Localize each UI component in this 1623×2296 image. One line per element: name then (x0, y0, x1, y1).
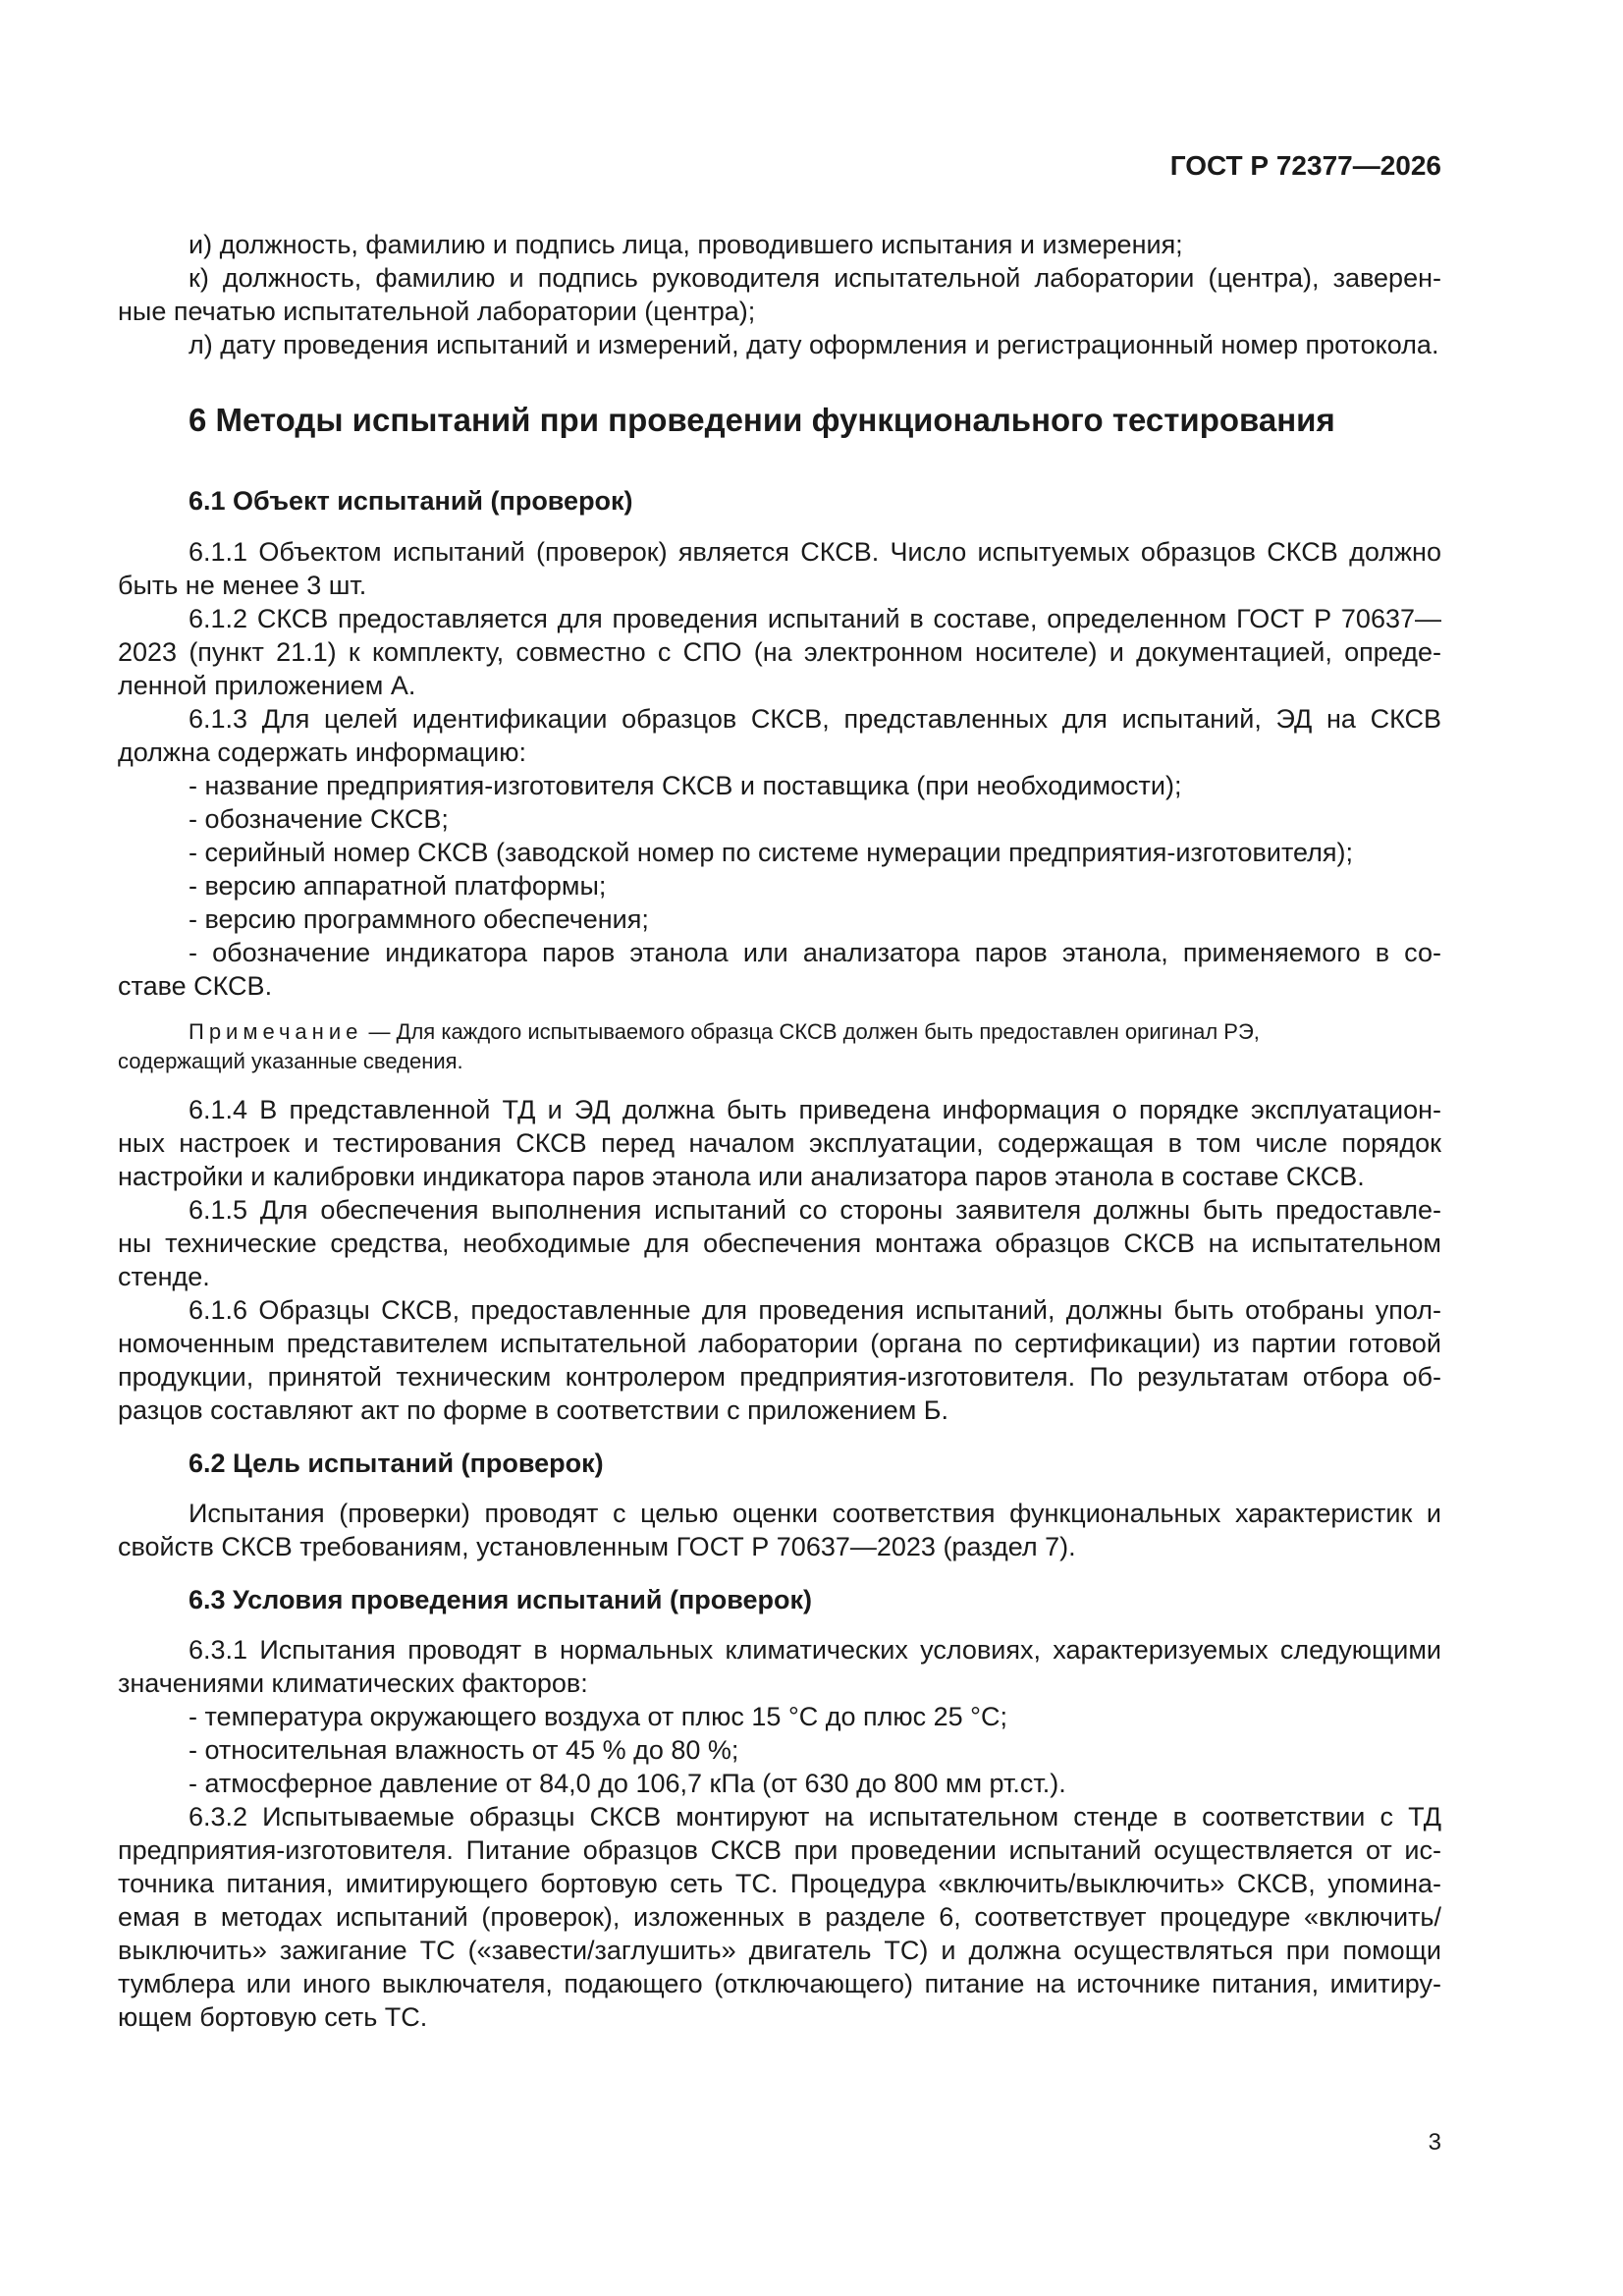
section-6-title: 6 Методы испытаний при проведении функционального тестирования (189, 402, 1335, 438)
para-6-1-2-line-2: 2023 (пункт 21.1) к комплекту, совместно с СПО (на электронном носителе) и документацией, опреде- (118, 637, 1441, 667)
list-item-i: и) должность, фамилию и подпись лица, проводившего испытания и измерения; (189, 230, 1183, 259)
subsection-6-3-title: 6.3 Условия проведения испытаний (проверок) (189, 1585, 813, 1614)
bullet-item: - относительная влажность от 45 % до 80 %; (189, 1735, 739, 1765)
para-6-1-6-line-3: продукции, принятой техническим контролером предприятия-изготовителя. По результатам отбора об- (118, 1362, 1441, 1392)
para-6-3-1-line-1: 6.3.1 Испытания проводят в нормальных климатических условиях, характеризуемых следующими (189, 1635, 1441, 1665)
bullet-item-last-line-1: - обозначение индикатора паров этанола или анализатора паров этанола, применяемого в со- (189, 938, 1441, 967)
para-6-1-6-line-2: номоченным представителем испытательной лаборатории (органа по сертификации) из партии готовой (118, 1329, 1441, 1358)
para-6-1-5-line-1: 6.1.5 Для обеспечения выполнения испытаний со стороны заявителя должны быть предоставле- (189, 1195, 1441, 1225)
bullet-item-last-line-2: ставе СКСВ. (118, 971, 273, 1001)
para-6-1-1-line-1: 6.1.1 Объектом испытаний (проверок) является СКСВ. Число испытуемых образцов СКСВ должно (189, 537, 1441, 567)
para-6-3-2-line-5: выключить» зажигание ТС («завести/заглушить» двигатель ТС) и должна осуществляться при помощи (118, 1936, 1441, 1965)
para-6-2-line-1: Испытания (проверки) проводят с целью оценки соответствия функциональных характеристик и (189, 1499, 1441, 1528)
bullet-item: - версию аппаратной платформы; (189, 871, 607, 901)
page-number: 3 (1428, 2129, 1441, 2156)
list-item-l: л) дату проведения испытаний и измерений, дату оформления и регистрационный номер протокола. (189, 330, 1439, 359)
bullet-item: - название предприятия-изготовителя СКСВ и поставщика (при необходимости); (189, 771, 1182, 800)
para-6-1-4-line-3: настройки и калибровки индикатора паров этанола или анализатора паров этанола в составе СКСВ. (118, 1162, 1365, 1191)
bullet-item: - серийный номер СКСВ (заводской номер по системе нумерации предприятия-изготовителя); (189, 838, 1354, 867)
para-6-1-3-line-2: должна содержать информацию: (118, 738, 526, 767)
para-6-1-3-line-1: 6.1.3 Для целей идентификации образцов СКСВ, представленных для испытаний, ЭД на СКСВ (189, 704, 1441, 734)
para-6-3-2-line-1: 6.3.2 Испытываемые образцы СКСВ монтируют на испытательном стенде в соответствии с ТД (189, 1802, 1441, 1831)
para-6-1-4-line-1: 6.1.4 В представленной ТД и ЭД должна быть приведена информация о порядке эксплуатацион- (189, 1095, 1441, 1124)
para-6-1-5-line-2: ны технические средства, необходимые для обеспечения монтажа образцов СКСВ на испытательном (118, 1229, 1441, 1258)
bullet-item: - обозначение СКСВ; (189, 804, 449, 834)
para-6-1-5-line-3: стенде. (118, 1262, 210, 1291)
para-6-3-1-line-2: значениями климатических факторов: (118, 1668, 588, 1698)
bullet-item: - атмосферное давление от 84,0 до 106,7 кПа (от 630 до 800 мм рт.ст.). (189, 1769, 1066, 1798)
para-6-3-2-line-2: предприятия-изготовителя. Питание образцов СКСВ при проведении испытаний осуществляется от ис- (118, 1835, 1441, 1865)
note-label: Примечание (189, 1019, 363, 1044)
note-line-2: содержащий указанные сведения. (118, 1049, 463, 1073)
para-6-1-2-line-1: 6.1.2 СКСВ предоставляется для проведения испытаний в составе, определенном ГОСТ Р 70637— (189, 604, 1441, 633)
para-6-3-2-line-7: ющем бортовую сеть ТС. (118, 2002, 428, 2032)
para-6-3-2-line-6: тумблера или иного выключателя, подающего (отключающего) питание на источнике питания, имитиру- (118, 1969, 1441, 1998)
bullet-item: - версию программного обеспечения; (189, 904, 649, 934)
list-item-k-line-1: к) должность, фамилию и подпись руководителя испытательной лаборатории (центра), заверен- (189, 263, 1441, 293)
para-6-1-4-line-2: ных настроек и тестирования СКСВ перед началом эксплуатации, содержащая в том числе порядок (118, 1128, 1441, 1158)
subsection-6-2-title: 6.2 Цель испытаний (проверок) (189, 1449, 604, 1478)
para-6-1-6-line-4: разцов составляют акт по форме в соответствии с приложением Б. (118, 1395, 949, 1425)
para-6-3-2-line-4: емая в методах испытаний (проверок), изложенных в разделе 6, соответствует процедуре «включить/ (118, 1902, 1441, 1932)
para-6-1-1-line-2: быть не менее 3 шт. (118, 571, 367, 600)
subsection-6-1-title: 6.1 Объект испытаний (проверок) (189, 486, 633, 516)
list-item-k-line-2: ные печатью испытательной лаборатории (центра); (118, 297, 756, 326)
note-text: — Для каждого испытываемого образца СКСВ должен быть предоставлен оригинал РЭ, (362, 1019, 1260, 1044)
note-line-1 (189, 1017, 1441, 1047)
bullet-item: - температура окружающего воздуха от плюс 15 °С до плюс 25 °С; (189, 1702, 1007, 1731)
para-6-2-line-2: свойств СКСВ требованиям, установленным ГОСТ Р 70637—2023 (раздел 7). (118, 1532, 1076, 1561)
para-6-1-6-line-1: 6.1.6 Образцы СКСВ, предоставленные для проведения испытаний, должны быть отобраны упол- (189, 1295, 1441, 1325)
para-6-1-2-line-3: ленной приложением А. (118, 671, 416, 700)
document-number: ГОСТ Р 72377—2026 (1169, 150, 1441, 181)
para-6-3-2-line-3: точника питания, имитирующего бортовую сеть ТС. Процедура «включить/выключить» СКСВ, упомина- (118, 1869, 1441, 1898)
